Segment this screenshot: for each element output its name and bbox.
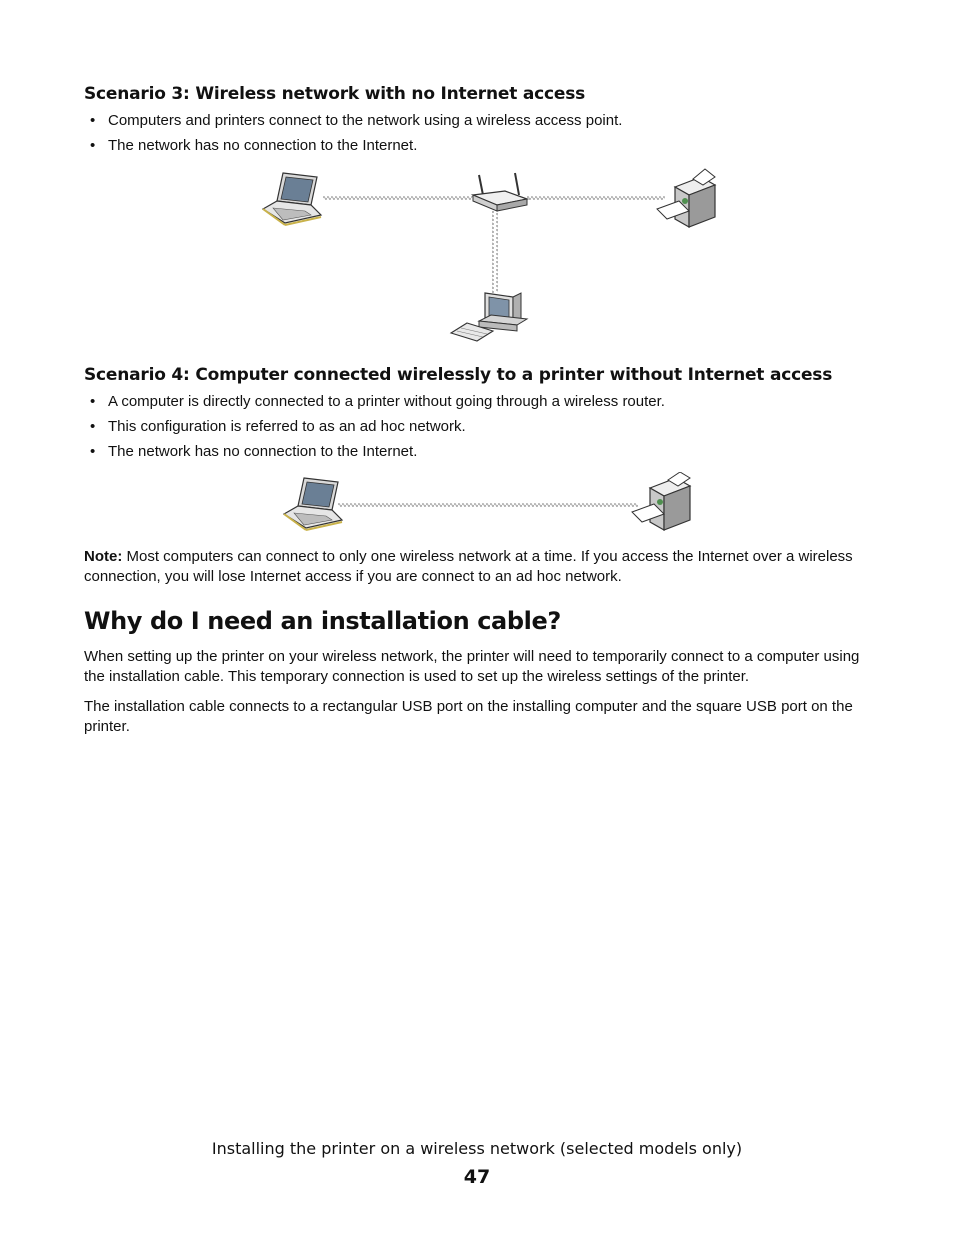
body-paragraph: The installation cable connects to a rectangular USB port on the installing computer and the square USB port on the printer. — [84, 698, 853, 735]
scenario-3-heading: Scenario 3: Wireless network with no Internet access — [84, 84, 586, 104]
body-paragraph: When setting up the printer on your wireless network, the printer will need to temporarily connect to a computer using the installation cable. This temporary connection is used to set up the wireless settings of the printer. — [84, 648, 860, 685]
wireless-signal-link — [323, 196, 473, 202]
scenario-3-bullet-list — [90, 108, 622, 158]
footer-chapter-title: Installing the printer on a wireless network (selected models only) — [211, 1139, 743, 1158]
scenario-4-heading: Scenario 4: Computer connected wirelessly to a printer without Internet access — [84, 365, 833, 385]
list-item: • A computer is directly connected to a printer without going through a wireless router. — [90, 389, 665, 414]
wireless-router-icon — [473, 173, 527, 211]
wireless-signal-link — [338, 501, 638, 507]
printer-icon — [657, 169, 715, 227]
printer-icon — [632, 472, 690, 530]
note-label: Note: — [84, 548, 123, 565]
laptop-icon — [263, 173, 321, 225]
page-number: 47 — [463, 1166, 491, 1188]
scenario-4-bullet-list — [90, 389, 665, 464]
list-item: • The network has no connection to the Internet. — [90, 133, 622, 158]
note-text: Most computers can connect to only one wireless network at a time. If you access the Internet over a wireless connection, you will lose Internet access if you are connect to an ad hoc network. — [84, 548, 853, 585]
list-item: • This configuration is referred to as an ad hoc network. — [90, 414, 665, 439]
list-item: • Computers and printers connect to the network using a wireless access point. — [90, 108, 622, 133]
wireless-signal-link — [492, 211, 498, 293]
laptop-icon — [284, 478, 342, 530]
section-title: Why do I need an installation cable? — [84, 607, 561, 635]
scenario-4-ad-hoc-diagram — [278, 472, 698, 536]
desktop-computer-icon — [451, 293, 527, 341]
list-item: • The network has no connection to the Internet. — [90, 439, 665, 464]
wireless-signal-link — [527, 196, 665, 202]
scenario-3-network-diagram — [255, 165, 725, 350]
note-paragraph — [84, 547, 884, 587]
